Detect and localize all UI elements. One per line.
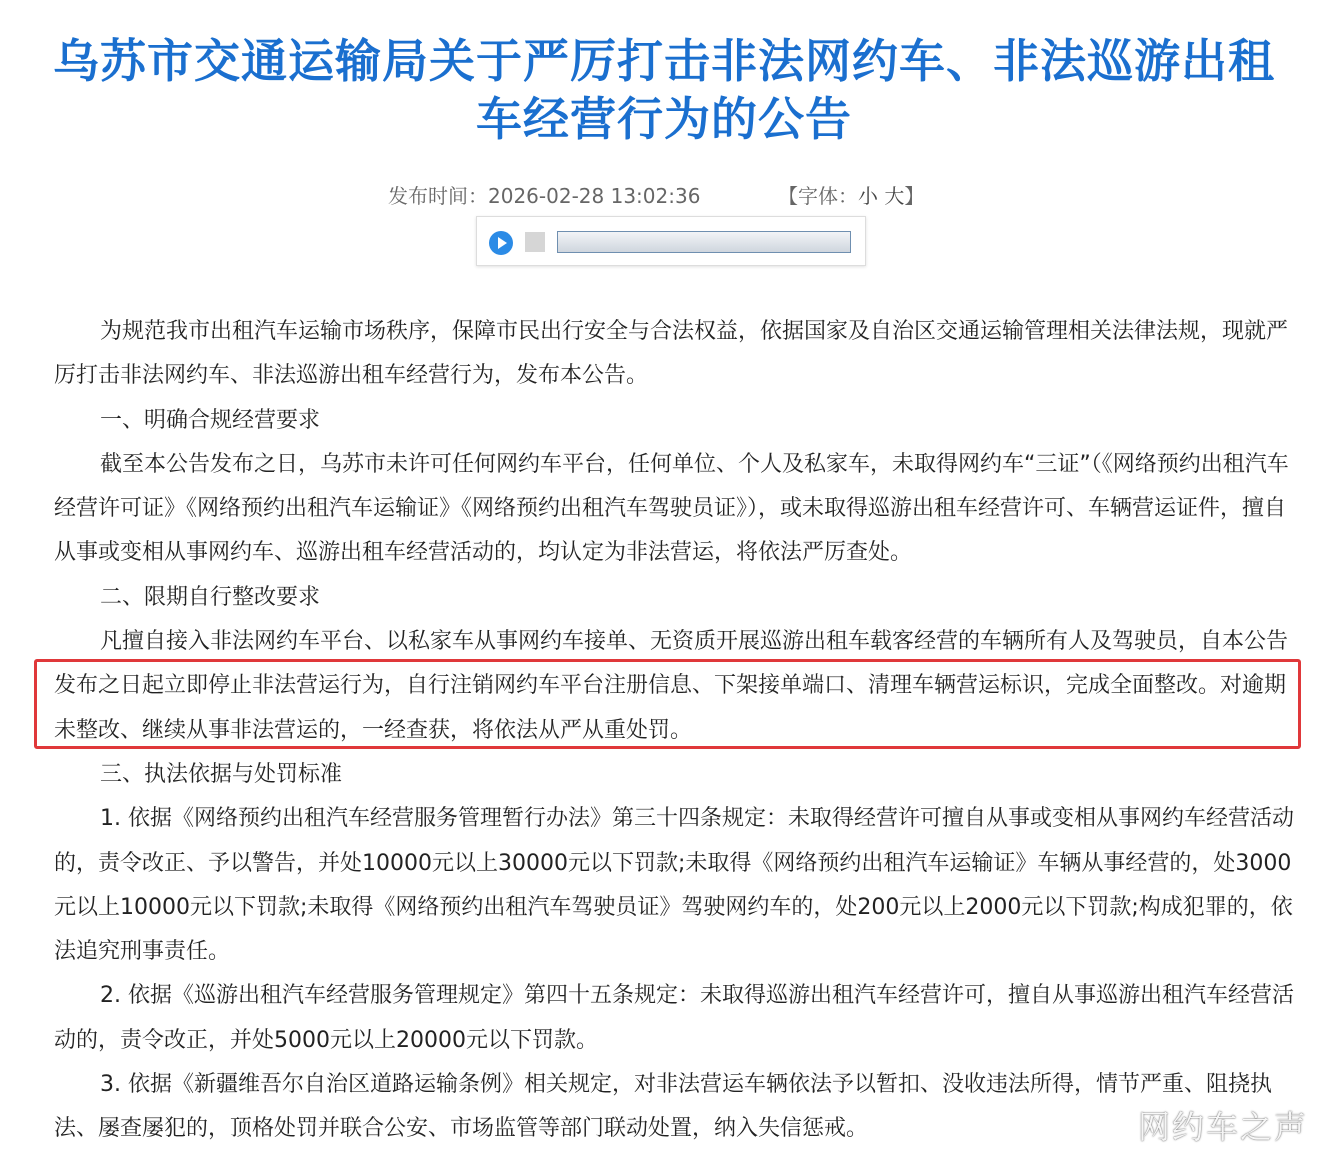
penalty-item-3: 3. 依据《新疆维吾尔自治区道路运输条例》相关规定，对非法营运车辆依法予以暂扣、没收违法所得，情节严重、阻挠执法、屡查屡犯的，顶格处罚并联合公安、市场监管等部门联动处置，纳入失信惩戒。 [54,1072,1272,1142]
section-1-text: 截至本公告发布之日，乌苏市未许可任何网约车平台，任何单位、个人及私家车，未取得网约车“三证”（《网络预约出租汽车经营许可证》《网络预约出租汽车运输证》《网络预约出租汽车驾驶员证》），或未取得巡游出租车经营许可、车辆营运证件，擅自从事或变相从事网约车、巡游出租车经营活动的，均认定为非法营运，将依法严厉查处。 [54,451,1289,566]
font-size-label: 【字体： [778,184,858,208]
play-icon[interactable] [489,231,513,255]
section-2-heading: 二、限期自行整改要求 [100,584,321,610]
page-title-line-2: 车经营行为的公告 [476,92,852,146]
watermark: 网约车之声 [1137,1108,1308,1146]
page-title-line-1: 乌苏市交通运输局关于严厉打击非法网约车、非法巡游出租 [53,34,1275,88]
section-2-text: 凡擅自接入非法网约车平台、以私家车从事网约车接单、无资质开展巡游出租车载客经营的车辆所有人及驾驶员，自本公告发布之日起立即停止非法营运行为，自行注销网约车平台注册信息、下架接单端口、清理车辆营运标识，完成全面整改。对逾期未整改、继续从事非法营运的，一经查获，将依法从严从重处罚。 [54,629,1289,743]
publish-label: 发布时间： [388,184,488,208]
stop-icon[interactable] [525,232,545,252]
font-small-link[interactable]: 小 [858,184,878,208]
font-size-close: 】 [904,184,925,208]
section-1-heading: 一、明确合规经营要求 [100,407,321,433]
font-large-link[interactable]: 大 [884,184,905,208]
audio-player [476,216,866,266]
penalty-item-1: 1. 依据《网络预约出租汽车经营服务管理暂行办法》第三十四条规定：未取得经营许可擅自从事或变相从事网约车经营活动的，责令改正、予以警告，并处10000元以上30000元以下罚款;未取得《网络预约出租汽车运输证》车辆从事经营的，处3000元以上10000元以下罚款;未取得《网络预约出租汽车驾驶员证》驾驶网约车的，处200元以上2000元以下罚款;构成犯罪的，依法追究刑事责任。 [54,806,1294,965]
intro-paragraph: 为规范我市出租汽车运输市场秩序，保障市民出行安全与合法权益，依据国家及自治区交通运输管理相关法律法规，现就严厉打击非法网约车、非法巡游出租车经营行为，发布本公告。 [54,319,1289,389]
publish-info [388,180,700,209]
section-3-heading: 三、执法依据与处罚标准 [100,761,343,787]
highlight-box [34,659,1301,749]
font-size-control [778,180,924,209]
publish-time: 2026-02-28 13:02:36 [488,184,701,208]
audio-progress-bar[interactable] [557,231,851,253]
penalty-item-2: 2. 依据《巡游出租汽车经营服务管理规定》第四十五条规定：未取得巡游出租汽车经营许可，擅自从事巡游出租汽车经营活动的，责令改正，并处5000元以上20000元以下罚款。 [54,983,1294,1053]
